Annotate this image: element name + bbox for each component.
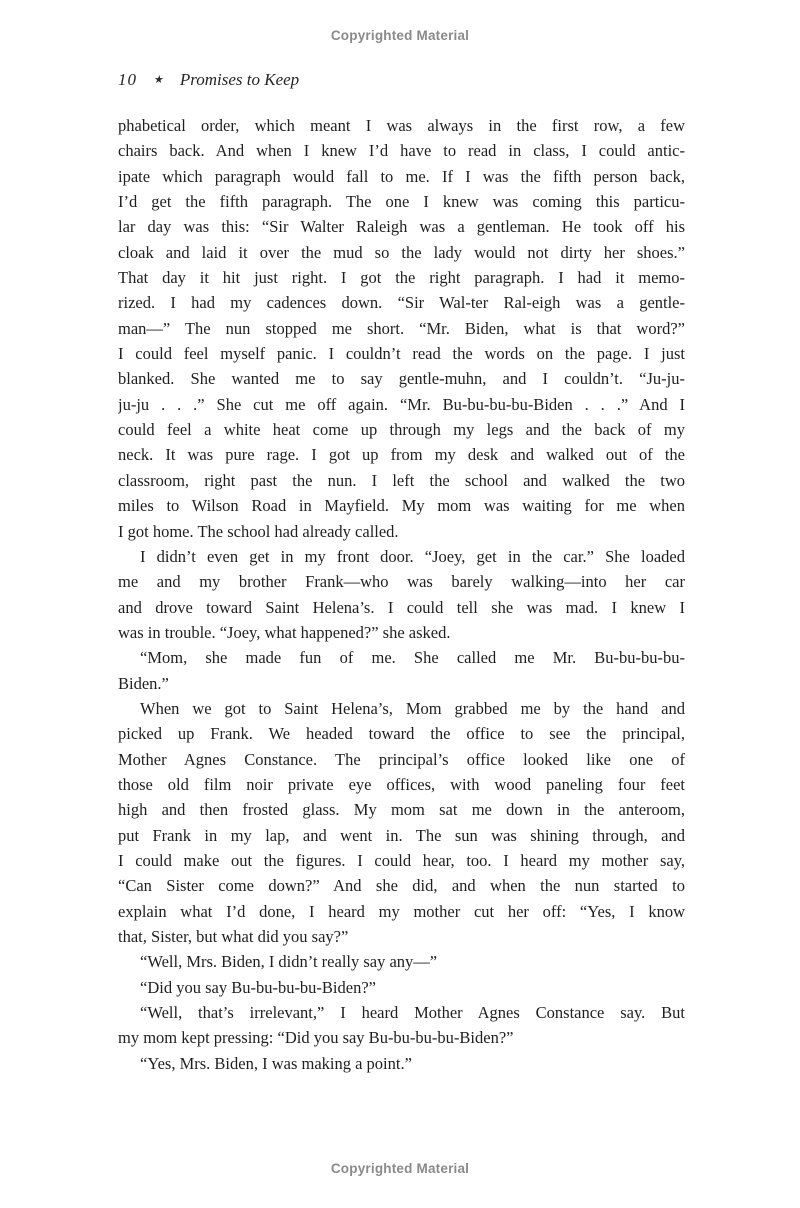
copyright-notice-bottom: Copyrighted Material bbox=[330, 1161, 470, 1176]
text-line: That day it hit just right. I got the right paragraph. I had it memo- bbox=[118, 268, 685, 288]
text-line: explain what I’d done, I heard my mother cut her off: “Yes, I know bbox=[118, 901, 685, 921]
text-line: picked up Frank. We headed toward the office to see the principal, bbox=[118, 724, 685, 744]
text-line: I didn’t even get in my front door. “Joey, get in the car.” She loaded bbox=[140, 546, 685, 566]
text-line: I could feel myself panic. I couldn’t read the words on the page. I just bbox=[118, 344, 685, 364]
text-line: and drove toward Saint Helena’s. I could tell she was mad. I knew I bbox=[118, 597, 685, 617]
paragraph bbox=[118, 544, 685, 645]
text-line: put Frank in my lap, and went in. The sun was shining through, and bbox=[118, 825, 685, 845]
text-line: ipate which paragraph would fall to me. If I was the fifth person back, bbox=[118, 166, 685, 186]
paragraph bbox=[118, 1000, 685, 1051]
star-icon: ★ bbox=[153, 74, 165, 86]
text-line: ju-ju . . .” She cut me off again. “Mr. Bu-bu-bu-bu-Biden . . .” And I bbox=[118, 394, 685, 414]
text-line: rized. I had my cadences down. “Sir Wal-ter Ral-eigh was a gentle- bbox=[118, 293, 685, 313]
book-title: Promises to Keep bbox=[179, 70, 300, 89]
text-line: I could make out the figures. I could hear, too. I heard my mother say, bbox=[118, 850, 685, 870]
text-line: those old film noir private eye offices, with wood paneling four feet bbox=[118, 774, 685, 794]
text-line: that, Sister, but what did you say?” bbox=[118, 927, 349, 946]
text-line: phabetical order, which meant I was always in the first row, a few bbox=[118, 116, 685, 135]
text-line: “Yes, Mrs. Biden, I was making a point.” bbox=[140, 1053, 412, 1073]
text-line: “Can Sister come down?” And she did, and when the nun started to bbox=[118, 876, 685, 896]
text-line: Biden.” bbox=[118, 673, 169, 693]
text-line: high and then frosted glass. My mom sat me down in the anteroom, bbox=[118, 800, 685, 820]
paragraph bbox=[118, 949, 685, 974]
text-line: “Well, that’s irrelevant,” I heard Mother Agnes Constance say. But bbox=[140, 1003, 685, 1023]
text-line: could feel a white heat come up through my legs and the back of my bbox=[118, 420, 685, 440]
paragraph bbox=[118, 113, 685, 544]
text-line: I’d get the fifth paragraph. The one I knew was coming this particu- bbox=[118, 192, 685, 212]
text-line: chairs back. And when I knew I’d have to read in class, I could antic- bbox=[118, 141, 685, 161]
text-line: lar day was this: “Sir Walter Raleigh was a gentleman. He took off his bbox=[118, 217, 685, 237]
page-number: 10 bbox=[118, 70, 137, 89]
text-line: “Did you say Bu-bu-bu-bu-Biden?” bbox=[140, 977, 376, 997]
text-line: cloak and laid it over the mud so the lady would not dirty her shoes.” bbox=[118, 242, 685, 262]
paragraph bbox=[118, 645, 685, 696]
text-line: Mother Agnes Constance. The principal’s office looked like one of bbox=[118, 749, 685, 769]
text-line: was in trouble. “Joey, what happened?” she asked. bbox=[118, 622, 451, 642]
paragraph bbox=[118, 975, 685, 1000]
text-line: When we got to Saint Helena’s, Mom grabbed me by the hand and bbox=[140, 698, 685, 718]
text-line: man—” The nun stopped me short. “Mr. Biden, what is that word?” bbox=[118, 318, 685, 338]
paragraph bbox=[118, 1051, 685, 1076]
paragraph bbox=[118, 696, 685, 949]
text-line: me and my brother Frank—who was barely walking—into her car bbox=[118, 572, 685, 592]
text-line: miles to Wilson Road in Mayfield. My mom was waiting for me when bbox=[118, 496, 685, 516]
running-header bbox=[118, 70, 299, 90]
text-line: my mom kept pressing: “Did you say Bu-bu-bu-bu-Biden?” bbox=[118, 1028, 514, 1048]
text-line: “Well, Mrs. Biden, I didn’t really say any—” bbox=[140, 952, 438, 972]
copyright-notice-top: Copyrighted Material bbox=[330, 28, 470, 43]
text-line: classroom, right past the nun. I left the school and walked the two bbox=[118, 470, 685, 490]
body-text bbox=[118, 113, 685, 1076]
text-line: neck. It was pure rage. I got up from my desk and walked out of the bbox=[118, 445, 685, 465]
text-line: blanked. She wanted me to say gentle-muhn, and I couldn’t. “Ju-ju- bbox=[118, 369, 685, 389]
text-line: “Mom, she made fun of me. She called me Mr. Bu-bu-bu-bu- bbox=[140, 648, 685, 668]
text-line: I got home. The school had already called. bbox=[118, 521, 399, 541]
